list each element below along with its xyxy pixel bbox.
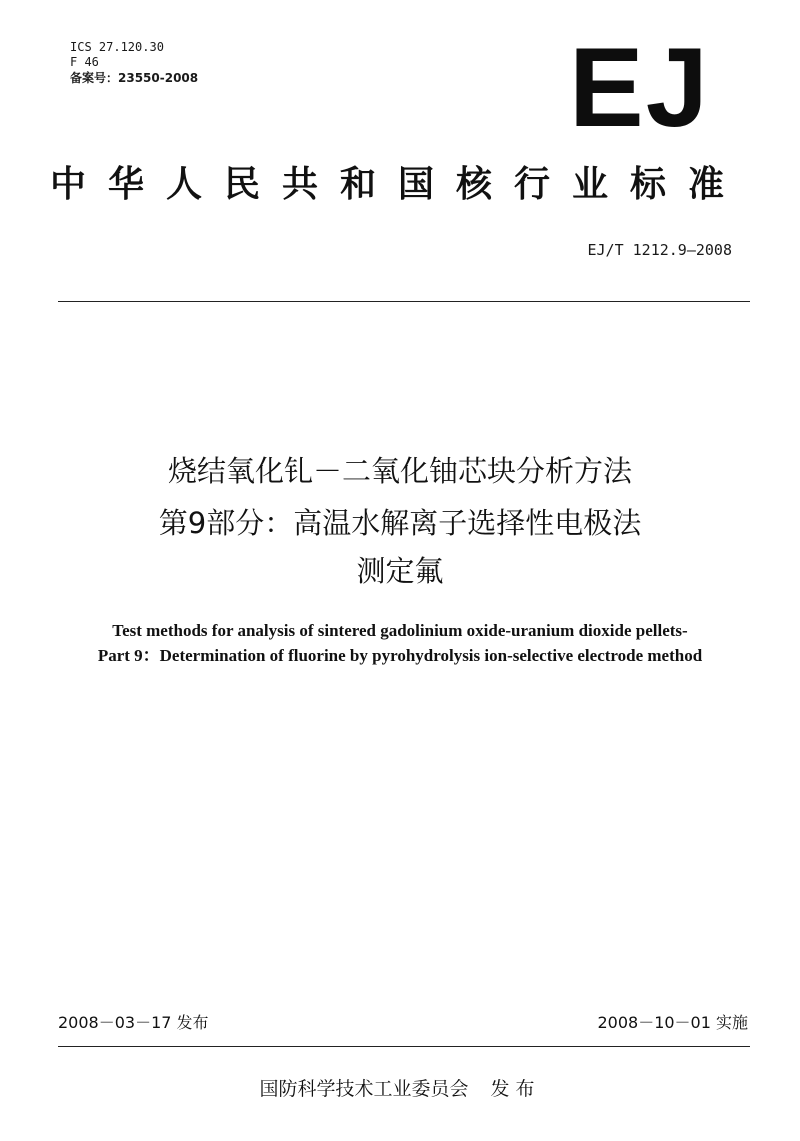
filing-number: 备案号：23550-2008 [70,71,199,85]
title-cn-line1: 烧结氧化钆－二氧化铀芯块分析方法 [167,454,632,488]
top-divider [58,301,750,302]
issue-date: 2008－03－17 发布 [58,1013,209,1032]
title-cn-line2: 第9部分：高温水解离子选择性电极法 [158,506,642,540]
implementation-date: 2008－10－01 实施 [597,1013,748,1032]
title-en-line1: Test methods for analysis of sintered gadolinium oxide-uranium dioxide pellets- [112,621,688,640]
title-cn-line3: 测定氟 [356,554,444,588]
ccs-code: F 46 [70,55,99,69]
issuer-name: 国防科学技术工业委员会 [259,1078,469,1100]
ics-code: ICS 27.120.30 [70,40,164,54]
issuer-action: 发布 [490,1078,541,1100]
issuer-line [0,1076,800,1102]
standard-body-title: 中华人民共和国核行业标准 [50,164,747,205]
ej-logo: EJ [569,25,710,150]
standard-code: EJ/T 1212.9—2008 [587,241,732,259]
bottom-divider [58,1046,750,1047]
title-en-line2: Part 9：Determination of fluorine by pyrohydrolysis ion-selective electrode method [97,646,703,665]
